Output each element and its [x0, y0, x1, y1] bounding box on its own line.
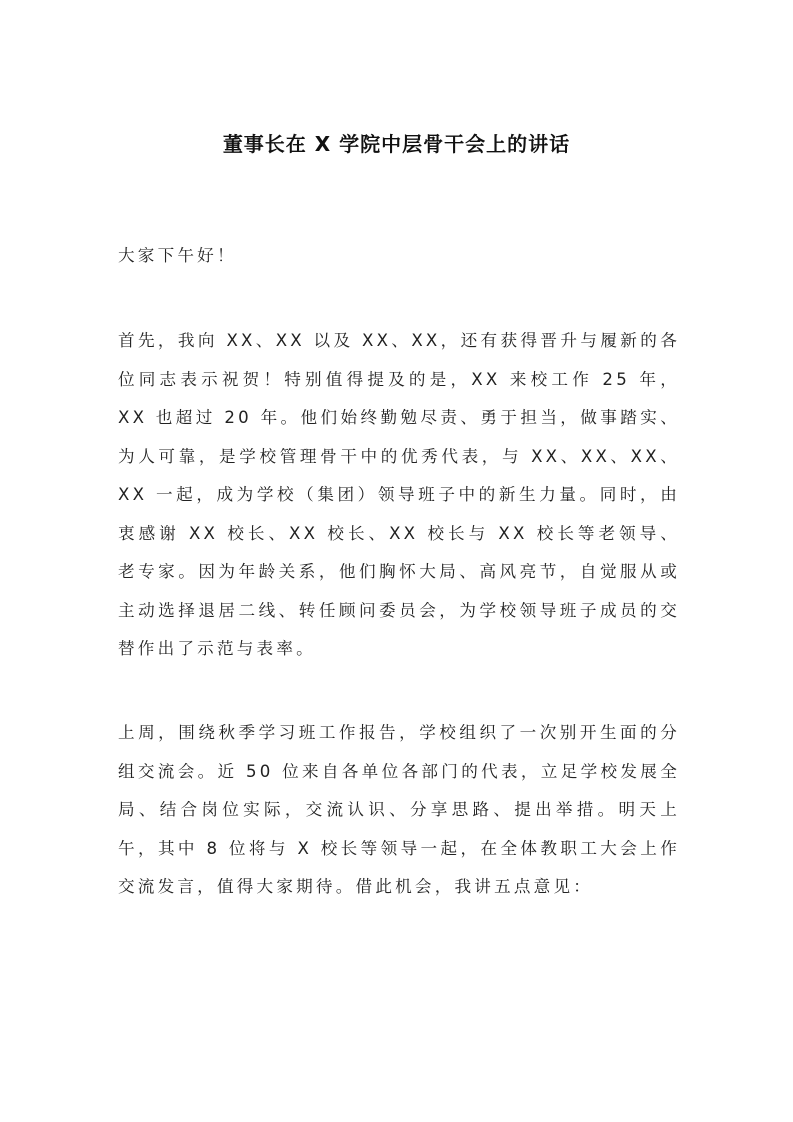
greeting-paragraph: 大家下午好！ — [118, 246, 237, 265]
document-title: 董事长在 X 学院中层骨干会上的讲话 — [222, 132, 571, 156]
body-paragraph-1: 首先，我向 XX、XX 以及 XX、XX，还有获得晋升与履新的各位同志表示祝贺！特别值得提及的是，XX 来校工作 25 年，XX 也超过 20 年。他们始终勤勉尽责、勇于担当，做事踏实、为人可靠，是学校管理骨干中的优秀代表，与 XX、XX、XX、XX 一起，成为学校（集团）领导班子中的新生力量。同时，由衷感谢 XX 校长、XX 校长、XX 校长与 XX 校长等老领导、老专家。因为年龄关系，他们胸怀大局、高风亮节，自觉服从或主动选择退居二线、转任顾问委员会，为学校领导班子成员的交替作出了示范与表率。 — [118, 331, 680, 658]
body-paragraph-2: 上周，围绕秋季学习班工作报告，学校组织了一次别开生面的分组交流会。近 50 位来自各单位各部门的代表，立足学校发展全局、结合岗位实际，交流认识、分享思路、提出举措。明天上午，其中 8 位将与 X 校长等领导一起，在全体教职工大会上作交流发言，值得大家期待。借此机会，我讲五点意见： — [118, 723, 680, 896]
